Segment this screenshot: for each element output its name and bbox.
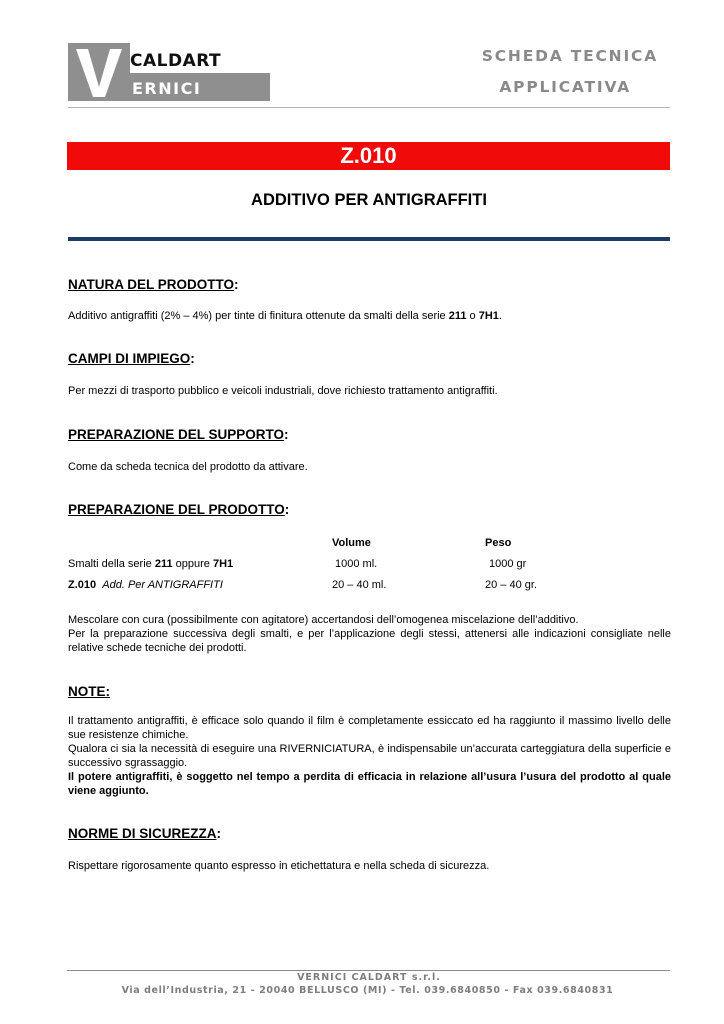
product-code-banner: Z.010 [67, 142, 670, 170]
section-heading-campi [68, 351, 195, 366]
title-divider [68, 237, 670, 241]
row1-series-211: 211 [154, 558, 173, 570]
logo-v-glyph [68, 43, 130, 101]
heading-colon: : [284, 502, 290, 517]
note-para2: Qualora ci sia la necessità di eseguire una RIVERNICIATURA, è indispensabile un’accurata carteggiatura della superficie e successivo sgrassaggio. [68, 743, 671, 769]
logo-sub: ERNICI [132, 79, 202, 98]
prodotto-para1: Mescolare con cura (possibilmente con agitatore) accertandosi dell’omogenea miscelazione dell’additivo. [68, 614, 579, 626]
natura-text-b: o [466, 310, 479, 322]
table-row1-volume: 1000 ml. [335, 558, 378, 570]
heading-colon: : [284, 427, 289, 442]
heading-colon: : [234, 277, 239, 292]
supporto-text: Come da scheda tecnica del prodotto da attivare. [68, 461, 308, 473]
natura-text [68, 309, 671, 323]
section-heading-prodotto [68, 502, 289, 517]
table-row1-peso: 1000 gr [489, 558, 527, 570]
table-row1-label [68, 557, 233, 571]
series-211: 211 [448, 310, 467, 322]
product-title: ADDITIVO PER ANTIGRAFFITI [251, 191, 487, 209]
row2-desc: Add. Per ANTIGRAFFITI [102, 579, 223, 591]
natura-text-c: . [498, 310, 502, 322]
row1-series-7h1: 7H1 [212, 558, 234, 570]
prodotto-para2: Per la preparazione successiva degli smalti, e per l’applicazione degli stessi, attenersi alle indicazioni consigliate nelle relative schede tecniche dei prodotti. [68, 628, 671, 654]
header-divider [68, 107, 670, 108]
section-heading-note [68, 684, 110, 699]
natura-text-a: Additivo antigraffiti (2% – 4%) per tinte di finitura ottenute da smalti della serie [68, 310, 449, 322]
row2-code: Z.010 [68, 579, 97, 591]
logo-v-mark [68, 43, 130, 101]
heading-text: NORME DI SICUREZZA [68, 826, 217, 841]
table-row2-volume: 20 – 40 ml. [332, 579, 387, 591]
sicurezza-text: Rispettare rigorosamente quanto espresso in etichettatura e nella scheda di sicurezza. [68, 860, 490, 872]
note-para3: Il potere antigraffiti, è soggetto nel tempo a perdita di efficacia in relazione all’usura l’usura del prodotto al quale viene aggiunto. [68, 771, 671, 797]
col-header-peso: Peso [485, 537, 512, 549]
table-row2-label [68, 578, 223, 592]
heading-text: NATURA DEL PRODOTTO [68, 277, 235, 292]
series-7h1: 7H1 [478, 310, 499, 322]
heading-colon: : [216, 826, 221, 841]
footer-company: VERNICI CALDART s.r.l. [297, 972, 441, 983]
heading-text: PREPARAZIONE DEL SUPPORTO [68, 427, 285, 442]
table-row2-peso: 20 – 40 gr. [485, 579, 537, 591]
footer-address: Via dell’Industria, 21 - 20040 BELLUSCO (MI) - Tel. 039.6840850 - Fax 039.6840831 [121, 985, 614, 996]
doc-type-line2: APPLICATIVA [499, 78, 631, 96]
section-heading-supporto [68, 427, 289, 442]
row1-label-c: oppure [172, 558, 213, 570]
footer-divider [67, 970, 670, 971]
logo-name: CALDART [130, 51, 222, 71]
heading-text: PREPARAZIONE DEL PRODOTTO [68, 502, 285, 517]
row1-label-a: Smalti della serie [68, 558, 155, 570]
company-logo [68, 43, 270, 101]
col-header-volume: Volume [332, 537, 371, 549]
heading-text: CAMPI DI IMPIEGO [68, 351, 191, 366]
heading-colon: : [190, 351, 195, 366]
section-heading-sicurezza [68, 826, 221, 841]
section-heading-natura [68, 277, 239, 292]
note-para1: Il trattamento antigraffiti, è efficace solo quando il film è completamente essiccato ed ha raggiunto il massimo livello delle sue resistenze chimiche. [68, 715, 671, 741]
doc-type-line1: SCHEDA TECNICA [481, 47, 658, 65]
heading-text: NOTE: [68, 684, 110, 699]
campi-text: Per mezzi di trasporto pubblico e veicoli industriali, dove richiesto trattamento antigraffiti. [68, 385, 498, 397]
